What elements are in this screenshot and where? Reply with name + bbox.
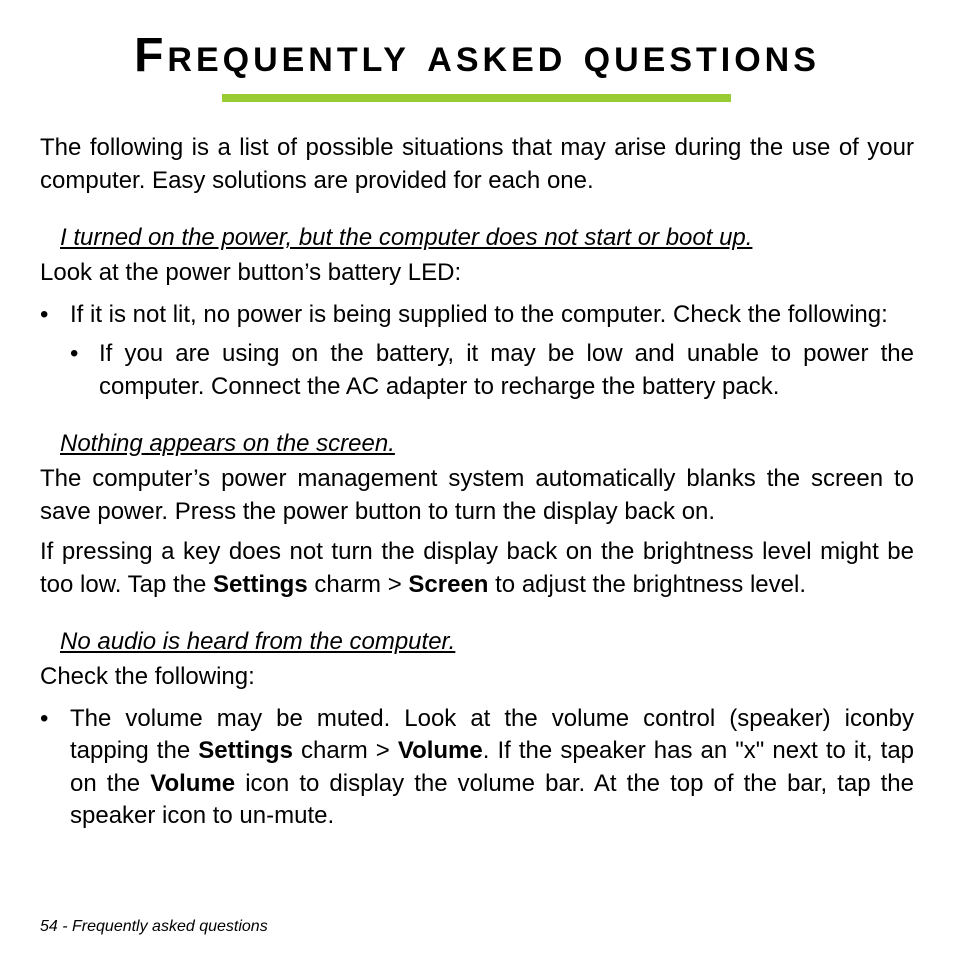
volume-bold: Volume [397, 737, 483, 764]
section-paragraph: The computer’s power management system automatically blanks the screen to save power. Press the power button to turn the display back on. [40, 465, 914, 525]
section-lead-text: Check the following: [40, 663, 255, 690]
list-item [40, 299, 914, 332]
section-lead-text: Look at the power button’s battery LED: [40, 259, 462, 286]
page-footer: 54 - Frequently asked questions [40, 918, 268, 935]
screen-bold: Screen [408, 570, 489, 598]
question-heading-audio: No audio is heard from the computer. [60, 628, 456, 655]
bullet-icon: • [40, 300, 49, 328]
list-item [40, 703, 914, 833]
bullet-list [40, 703, 914, 833]
list-item-text: If you are using on the battery, it may be low and unable to power the computer. Connect the AC adapter to recharge the battery pack. [99, 340, 914, 400]
text-run: If pressing a key does not turn the display back on the brightness level might be too low. Tap the [40, 538, 914, 598]
intro-paragraph: The following is a list of possible situations that may arise during the use of your computer. Easy solutions are provided for each one. [40, 134, 914, 194]
text-run: icon to display the volume bar. At the top of the bar, tap the speaker icon to un-mute. [70, 769, 915, 829]
text-run: charm > [292, 737, 398, 764]
bullet-icon: • [70, 340, 79, 367]
question-heading-screen: Nothing appears on the screen. [60, 430, 395, 457]
text-run: The volume may be muted. Look at the volume control (speaker) iconby tapping the [70, 704, 914, 764]
list-item-text: If it is not lit, no power is being supplied to the computer. Check the following: [70, 300, 888, 328]
list-item-text [70, 705, 914, 830]
title-underline [222, 94, 731, 102]
bullet-list [40, 299, 914, 404]
question-heading-power: I turned on the power, but the computer does not start or boot up. [60, 224, 753, 251]
section-paragraph [40, 536, 914, 601]
page-title: Frequently asked questions [134, 29, 820, 82]
settings-bold: Settings [213, 570, 308, 598]
text-run: charm > [307, 570, 409, 598]
text-run: . If the speaker has an "x" next to it, tap on the [70, 737, 915, 797]
volume-bold: Volume [150, 769, 236, 797]
bullet-icon: • [40, 704, 49, 732]
page-content [40, 132, 914, 833]
settings-bold: Settings [198, 737, 293, 764]
text-run: to adjust the brightness level. [488, 570, 806, 598]
sub-list-item [40, 338, 914, 403]
